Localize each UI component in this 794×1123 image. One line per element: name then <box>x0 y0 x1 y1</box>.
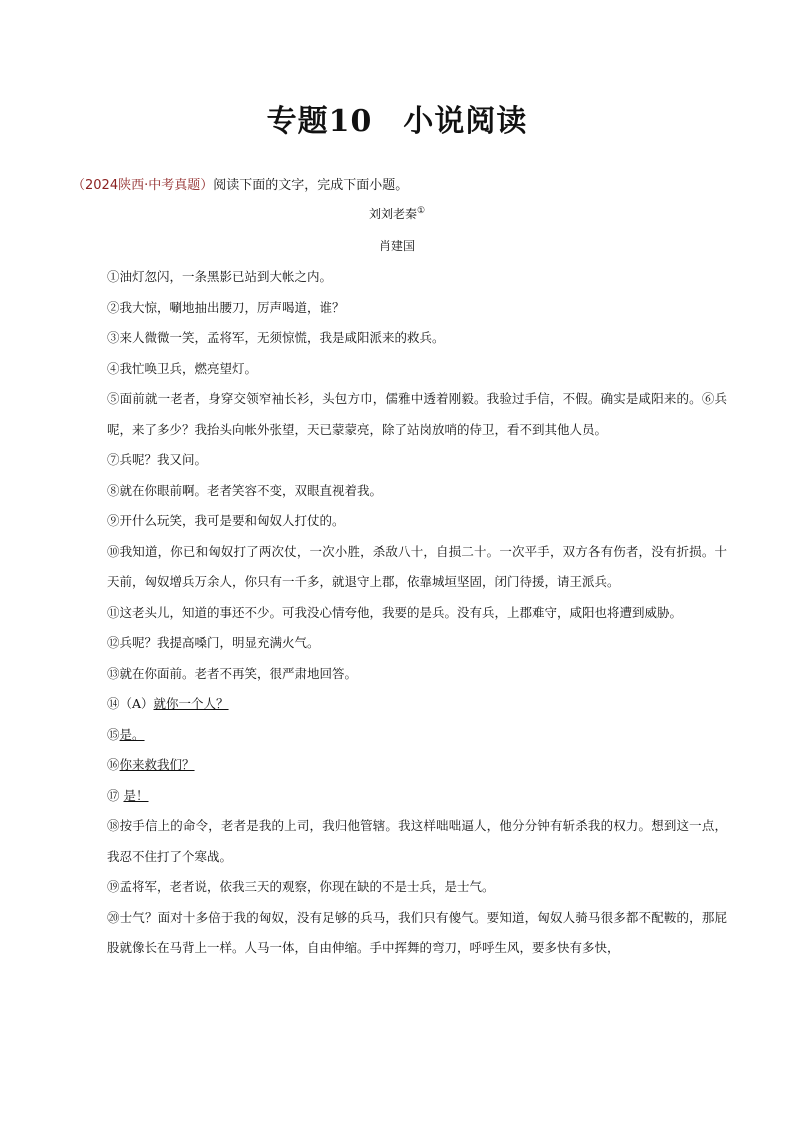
question-intro <box>72 174 408 193</box>
page-title: 专题10 小说阅读 <box>266 104 528 139</box>
source-suffix: ） <box>200 178 214 193</box>
paragraph-15 <box>107 720 727 751</box>
story-title-text: 刘刘老秦 <box>368 207 417 221</box>
paragraph: ⑪这老头儿，知道的事还不少。可我没心情夸他，我要的是兵。没有兵，上郡难守，咸阳也将遭到威胁。 <box>107 604 683 620</box>
story-body <box>107 262 727 964</box>
story-author: 肖建国 <box>378 239 415 253</box>
paragraph-16-prefix: ⑯ <box>107 757 120 772</box>
underlined-line: 是！ <box>123 787 149 803</box>
paragraph: ⑤面前就一老者，身穿交领窄袖长衫，头包方巾，儒雅中透着刚毅。我验过手信，不假。确实是咸阳来的。⑥兵呢，来了多少？我抬头向帐外张望，天已蒙蒙亮，除了站岗放哨的侍卫，看不到其他人员。 <box>107 391 727 437</box>
paragraph: ⑬就在你面前。老者不再笑，很严肃地回答。 <box>107 665 358 681</box>
paragraph-14 <box>107 689 727 720</box>
paragraph: ⑨开什么玩笑，我可是要和匈奴人打仗的。 <box>107 513 345 528</box>
underlined-line-a: 就你一个人？ <box>153 696 229 711</box>
paragraph: ⑧就在你眼前啊。老者笑容不变，双眼直视着我。 <box>107 482 383 498</box>
underlined-line: 是。 <box>119 726 145 742</box>
paragraph: ⑩我知道，你已和匈奴打了两次仗，一次小胜，杀敌八十，自损二十。一次平手，双方各有伤者，没有折损。十天前，匈奴增兵万余人，你只有一千多，就退守上郡，依靠城垣坚固，闭门待援，请王派兵。 <box>107 543 727 589</box>
paragraph: ③来人微微一笑，孟将军，无须惊慌，我是咸阳派来的救兵。 <box>107 330 445 345</box>
paragraph: ⑳士气？面对十多倍于我的匈奴，没有足够的兵马，我们只有傻气。要知道，匈奴人骑马很多都不配鞍的，那屁股就像长在马背上一样。人马一体，自由伸缩。手中挥舞的弯刀，呼呼生风，要多快有多快， <box>107 909 727 955</box>
paragraph: ⑦兵呢？我又问。 <box>107 452 208 467</box>
paragraph: ①油灯忽闪，一条黑影已站到大帐之内。 <box>107 269 333 284</box>
paragraph-14-prefix: ⑭（A） <box>107 696 154 711</box>
paragraph: ⑲孟将军，老者说，依我三天的观察，你现在缺的不是士兵，是士气。 <box>107 879 495 894</box>
paragraph-15-prefix: ⑮ <box>107 726 120 742</box>
story-title-footnote: ① <box>416 206 426 216</box>
instruction-text: 阅读下面的文字，完成下面小题。 <box>213 178 409 193</box>
paragraph-17-prefix: ⑰ <box>107 787 124 803</box>
paragraph: ②我大惊，唰地抽出腰刀，厉声喝道，谁？ <box>107 299 345 315</box>
paragraph-16 <box>107 750 727 781</box>
paragraph: ④我忙唤卫兵，燃亮望灯。 <box>107 360 258 376</box>
exam-source: 2024陕西·中考真题 <box>85 178 201 193</box>
paragraph-17 <box>107 781 727 812</box>
source-prefix: （ <box>72 178 86 193</box>
paragraph: ⑱按手信上的命令，老者是我的上司，我归他管辖。我这样咄咄逼人，他分分钟有斩杀我的权力。想到这一点，我忍不住打了个寒战。 <box>107 818 727 864</box>
underlined-line: 你来救我们？ <box>119 757 195 772</box>
story-title <box>0 205 794 222</box>
paragraph: ⑫兵呢？我提高嗓门，明显充满火气。 <box>107 635 320 650</box>
